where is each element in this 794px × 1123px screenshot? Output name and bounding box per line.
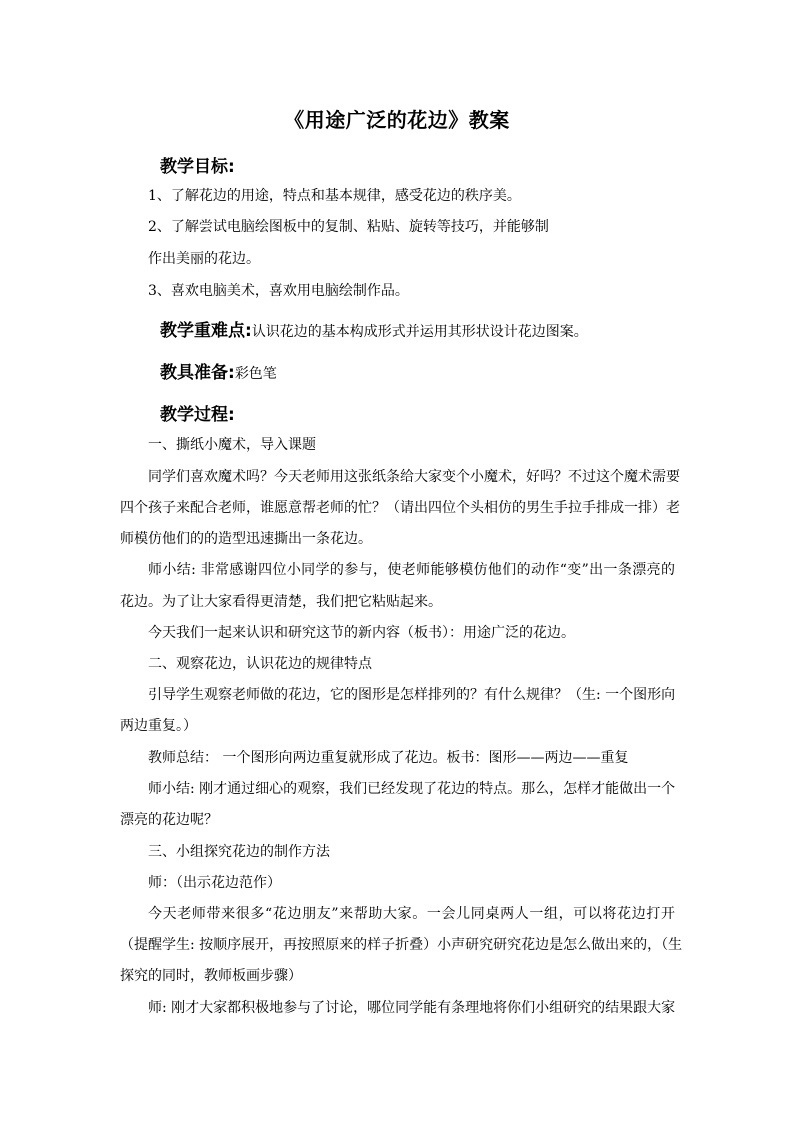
document-title: 《用途广泛的花边》教案 bbox=[284, 108, 510, 132]
paragraph-line: 今天我们一起来认识和研究这节的新内容（板书）：用途广泛的花边。 bbox=[148, 625, 575, 641]
tools-heading bbox=[160, 358, 277, 383]
key-points-heading bbox=[160, 316, 588, 341]
section-heading: 一、撕纸小魔术，导入课题 bbox=[148, 437, 316, 453]
paragraph-line: 探究的同时，教师板画步骤） bbox=[120, 968, 302, 984]
paragraph-line: 两边重复。） bbox=[120, 718, 197, 734]
paragraph-line: 四个孩子来配合老师，谁愿意帮老师的忙？（请出四位个头相仿的男生手拉手排成一排）老 bbox=[120, 500, 680, 516]
key-points-text: 认识花边的基本构成形式并运用其形状设计花边图案。 bbox=[251, 324, 588, 340]
objective-item: 2、了解尝试电脑绘图板中的复制、粘贴、旋转等技巧，并能够制 bbox=[148, 219, 549, 235]
objective-item: 作出美丽的花边。 bbox=[148, 251, 260, 267]
objective-item: 1、了解花边的用途，特点和基本规律，感受花边的秩序美。 bbox=[148, 188, 521, 204]
tools-text: 彩色笔 bbox=[234, 366, 277, 382]
objectives-heading: 教学目标: bbox=[160, 157, 235, 177]
paragraph-line: 今天老师带来很多“花边朋友”来帮助大家。一会儿同桌两人一组，可以将花边打开 bbox=[148, 906, 675, 922]
paragraph-line: 师小结: 非常感谢四位小同学的参与，使老师能够模仿他们的动作“变”出一条漂亮的 bbox=[148, 562, 675, 578]
paragraph-line: 师：（出示花边范作） bbox=[148, 875, 281, 891]
paragraph-line: 师小结: 刚才通过细心的观察，我们已经发现了花边的特点。那么，怎样才能做出一个 bbox=[148, 781, 676, 797]
paragraph-line: 漂亮的花边呢？ bbox=[120, 812, 218, 828]
process-heading: 教学过程: bbox=[160, 405, 235, 425]
paragraph-line: （提醒学生: 按顺序展开，再按照原来的样子折叠）小声研究研究花边是怎么做出来的，（生 bbox=[120, 937, 683, 953]
section-heading: 三、小组探究花边的制作方法 bbox=[148, 844, 330, 860]
paragraph-line: 花边。为了让大家看得更清楚，我们把它粘贴起来。 bbox=[120, 594, 442, 610]
paragraph-line: 教师总结： 一个图形向两边重复就形成了花边。板书：图形——两边——重复 bbox=[148, 750, 629, 766]
paragraph-line: 师模仿他们的的造型迅速撕出一条花边。 bbox=[120, 531, 372, 547]
paragraph-line: 引导学生观察老师做的花边，它的图形是怎样排列的？有什么规律？（生: 一个图形向 bbox=[148, 687, 676, 703]
paragraph-line: 师: 刚才大家都积极地参与了讨论，哪位同学能有条理地将你们小组研究的结果跟大家 bbox=[148, 1000, 676, 1016]
tools-label: 教具准备: bbox=[160, 363, 235, 383]
paragraph-line: 同学们喜欢魔术吗？今天老师用这张纸条给大家变个小魔术，好吗？不过这个魔术需要 bbox=[148, 469, 680, 485]
objective-item: 3、喜欢电脑美术，喜欢用电脑绘制作品。 bbox=[148, 283, 409, 299]
section-heading: 二、观察花边，认识花边的规律特点 bbox=[148, 656, 372, 672]
key-points-label: 教学重难点: bbox=[160, 321, 252, 341]
